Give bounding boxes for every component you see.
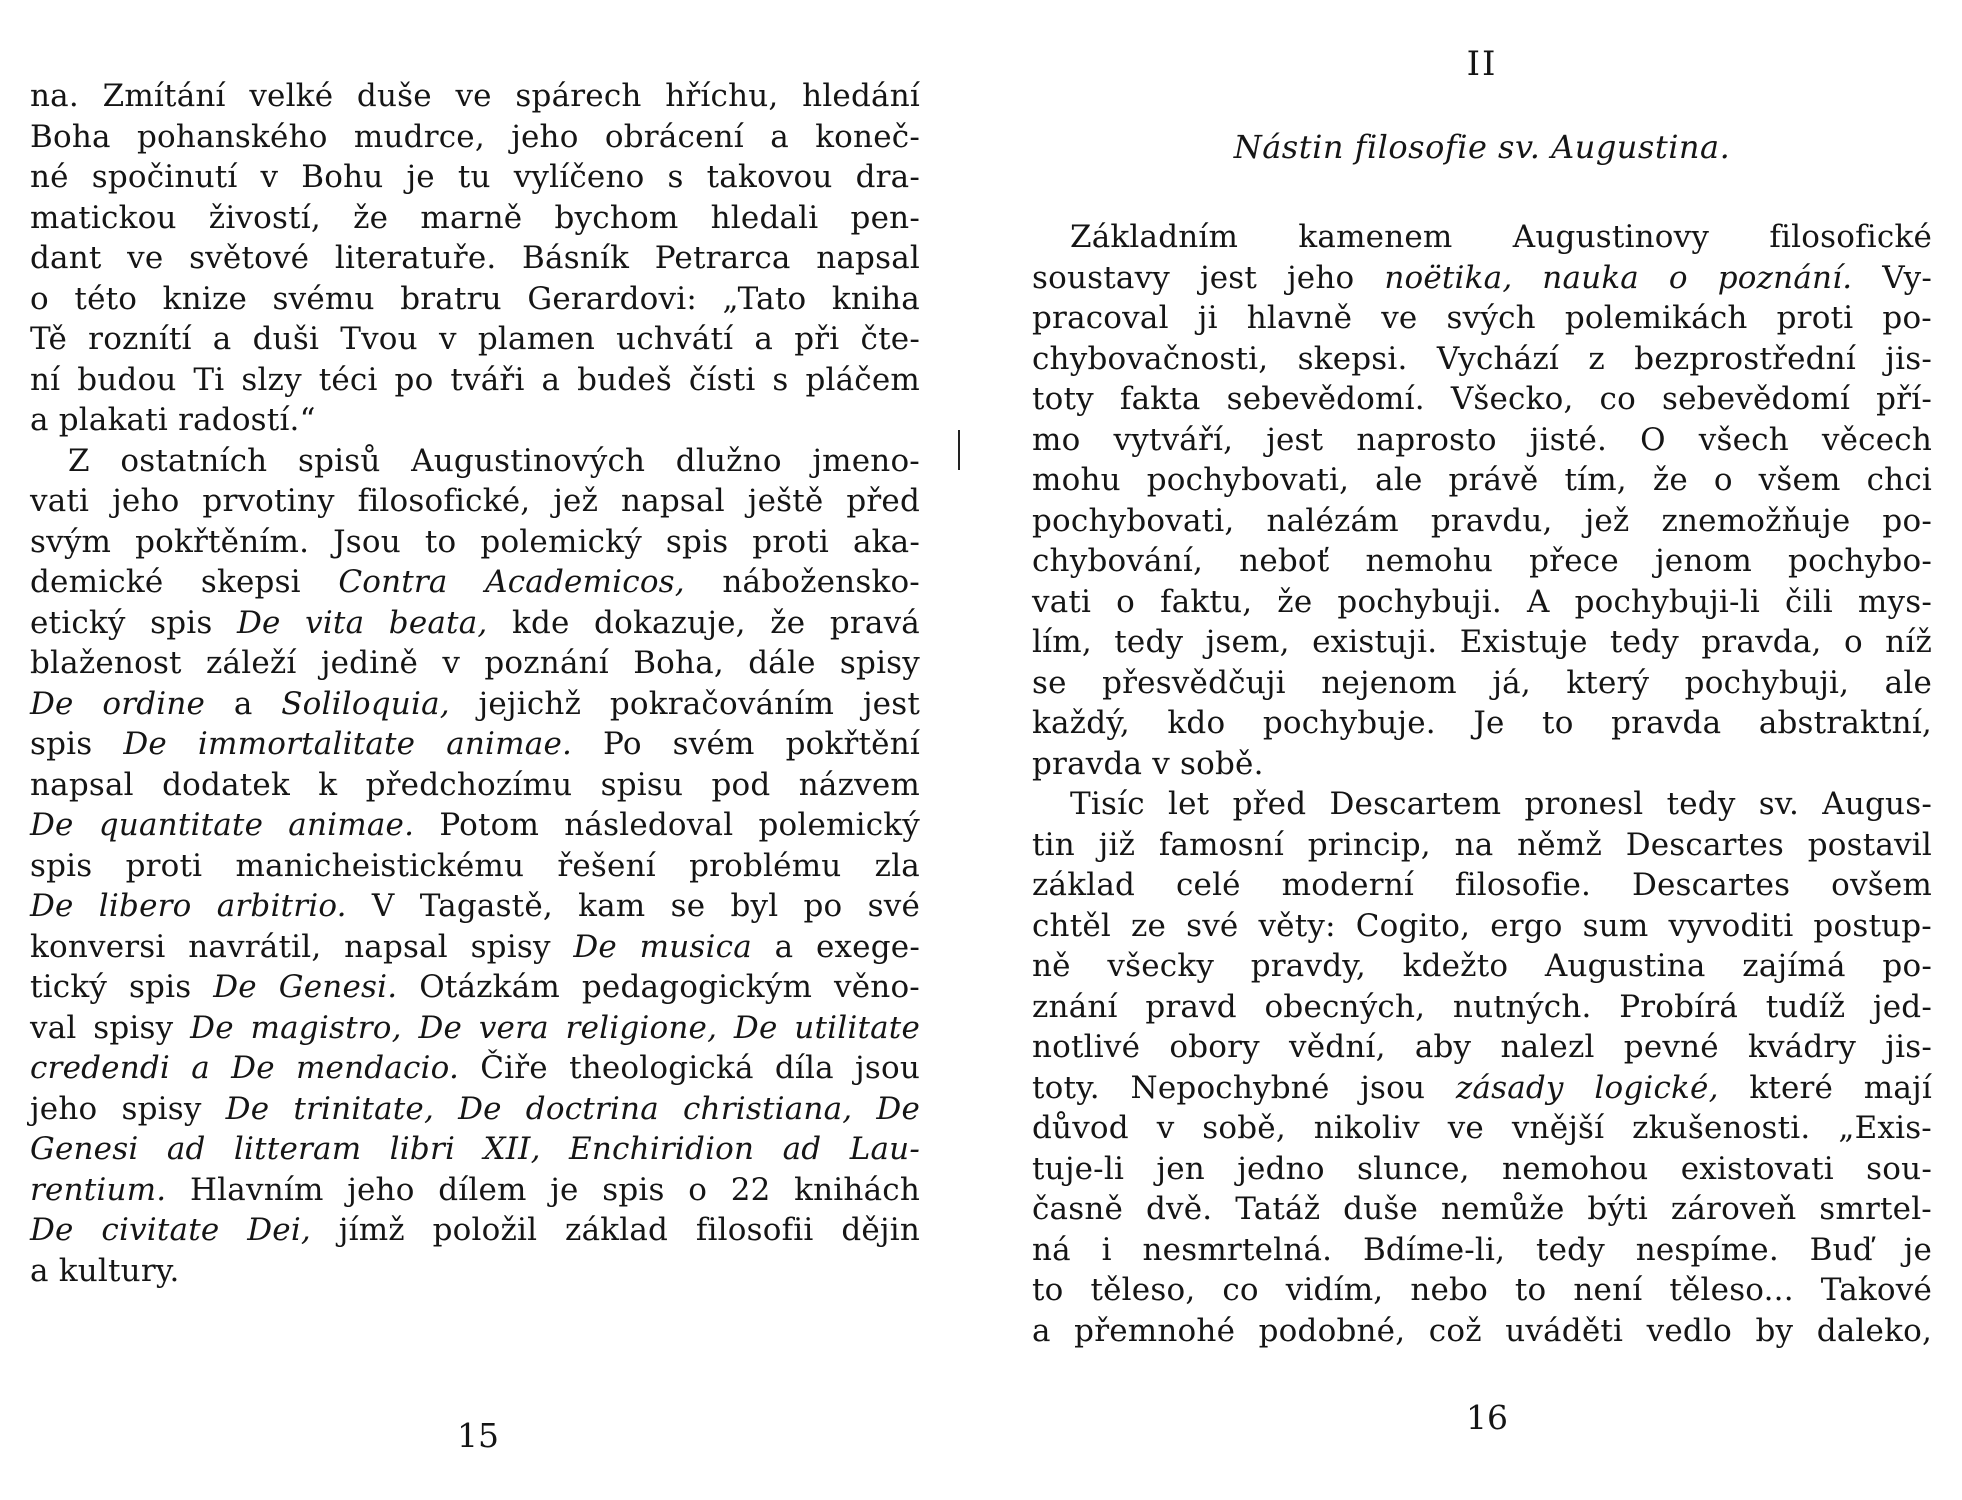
text-segment: toty. Nepochybné jsou	[1032, 1069, 1456, 1106]
text-segment: svým pokřtěním. Jsou to polemický spis proti aka-	[30, 523, 920, 560]
text-segment: jejichž pokračováním jest	[449, 685, 920, 722]
text-segment: spis proti manicheistickému řešení problému zla	[30, 847, 920, 884]
text-segment: né spočinutí v Bohu je tu vylíčeno s takovou dra-	[30, 159, 920, 195]
text-segment: soustavy jest jeho	[1032, 259, 1385, 296]
italic-title: zásady logické,	[1455, 1069, 1719, 1106]
text-line	[1032, 987, 1932, 1028]
italic-title: Contra Academicos,	[338, 564, 685, 600]
text-line	[30, 927, 920, 968]
text-line	[1032, 1108, 1932, 1149]
text-line	[30, 1129, 920, 1170]
text-line	[30, 1089, 920, 1130]
text-segment: mohu pochybovati, ale právě tím, že o všem chci	[1032, 462, 1932, 498]
text-segment: pochybovati, nalézám pravdu, jež znemožňuje po-	[1032, 502, 1932, 539]
text-segment: mo vytváří, jest naprosto jisté. O všech věcech	[1032, 421, 1932, 458]
text-line	[1032, 825, 1932, 866]
text-line	[30, 319, 920, 360]
text-line	[30, 279, 920, 320]
text-segment: ní budou Ti slzy téci po tváři a budeš čísti s pláčem	[30, 361, 920, 398]
italic-title: De trinitate, De doctrina christiana, De	[225, 1090, 920, 1127]
text-segment: Boha pohanského mudrce, jeho obrácení a koneč-	[30, 118, 920, 155]
text-line	[1032, 582, 1932, 623]
text-segment: na. Zmítání velké duše ve spárech hříchu, hledání	[30, 78, 920, 114]
text-segment: napsal dodatek k předchozímu spisu pod názvem	[30, 766, 920, 803]
text-segment: vati o faktu, že pochybuji. A pochybuji-li čili mys-	[1032, 583, 1932, 620]
text-line	[30, 886, 920, 927]
text-segment: jeho spisy	[30, 1090, 226, 1127]
text-segment: ně všecky pravdy, kdežto Augustina zajímá po-	[1032, 948, 1932, 984]
left-page-body	[30, 76, 920, 1291]
text-segment: Základním kamenem Augustinovy filosofické	[1070, 219, 1932, 255]
text-segment: chybovačnosti, skepsi. Vychází z bezprostřední jis-	[1032, 340, 1932, 377]
text-line	[1032, 1189, 1932, 1230]
text-line	[30, 603, 920, 644]
italic-title: credendi a De mendacio.	[30, 1050, 460, 1086]
text-segment: Čiře theologická díla jsou	[459, 1050, 920, 1086]
text-line	[1032, 744, 1932, 785]
italic-title: De immortalitate animae.	[123, 726, 573, 762]
text-segment: se přesvědčuji nejenom já, který pochybuji, ale	[1032, 664, 1932, 701]
text-segment: matickou živostí, že marně bychom hledali pen-	[30, 199, 920, 236]
text-line	[30, 117, 920, 158]
italic-title: De Genesi.	[213, 969, 398, 1005]
text-segment: nábožensko-	[684, 564, 920, 600]
text-line	[30, 441, 920, 482]
gutter-mark	[948, 430, 960, 470]
text-line	[30, 846, 920, 887]
text-segment: chybování, neboť nemohu přece jenom pochybo-	[1032, 543, 1932, 579]
text-line	[1032, 217, 1932, 258]
text-line	[30, 360, 920, 401]
italic-title: De vita beata,	[236, 604, 488, 641]
text-segment: Hlavním jeho dílem je spis o 22 knihách	[166, 1171, 920, 1208]
italic-title: De magistro, De vera religione, De utilitate	[190, 1009, 920, 1046]
text-segment: V Tagastě, kam se byl po své	[346, 888, 920, 924]
text-segment: Z ostatních spisů Augustinových dlužno jmeno-	[68, 442, 920, 479]
text-line	[30, 1048, 920, 1089]
text-line	[1032, 258, 1932, 299]
italic-title: Soliloquia,	[281, 685, 450, 722]
text-segment: pracoval ji hlavně ve svých polemikách proti po-	[1032, 300, 1932, 336]
text-segment: o této knize svému bratru Gerardovi: „Tato kniha	[30, 280, 920, 317]
text-line	[1032, 703, 1932, 744]
text-segment: jímž položil základ filosofii dějin	[311, 1212, 920, 1248]
text-line	[1032, 460, 1932, 501]
text-segment: tický spis	[30, 969, 214, 1005]
text-segment: každý, kdo pochybuje. Je to pravda abstraktní,	[1032, 705, 1932, 741]
text-line	[1032, 622, 1932, 663]
text-line	[30, 481, 920, 522]
text-line	[1032, 1230, 1932, 1271]
text-line	[30, 805, 920, 846]
italic-title: De ordine	[30, 685, 206, 722]
text-line	[1032, 541, 1932, 582]
text-segment: ná i nesmrtelná. Bdíme-li, tedy nespíme. Buď je	[1032, 1231, 1932, 1268]
text-segment: tin již famosní princip, na němž Descartes postavil	[1032, 826, 1932, 863]
text-segment: demické skepsi	[30, 564, 339, 600]
text-line	[30, 1210, 920, 1251]
left-page-number: 15	[457, 1416, 499, 1455]
text-line	[1032, 1311, 1932, 1352]
text-line	[1032, 298, 1932, 339]
text-segment: chtěl ze své věty: Cogito, ergo sum vyvoditi postup-	[1032, 907, 1932, 944]
right-page-number: 16	[1466, 1398, 1508, 1437]
text-line	[30, 1008, 920, 1049]
text-segment: blaženost záleží jedině v poznání Boha, dále spisy	[30, 645, 920, 681]
text-segment: notlivé obory vědní, aby nalezl pevné kvádry jis-	[1032, 1029, 1932, 1065]
text-segment: důvod v sobě, nikoliv ve vnější zkušenosti. „Exis-	[1032, 1110, 1932, 1146]
text-segment: pravda v sobě.	[1032, 745, 1264, 782]
text-segment: Tisíc let před Descartem pronesl tedy sv. Augus-	[1070, 786, 1932, 822]
text-line	[30, 724, 920, 765]
text-segment: a přemnohé podobné, což uváděti vedlo by daleko,	[1032, 1312, 1932, 1349]
text-segment: Otázkám pedagogickým věno-	[397, 969, 920, 1005]
text-segment: etický spis	[30, 604, 237, 641]
text-segment: tuje-li jen jedno slunce, nemohou existovati sou-	[1032, 1150, 1932, 1187]
text-segment: základ celé moderní filosofie. Descartes ovšem	[1032, 867, 1932, 903]
text-segment: toty fakta sebevědomí. Všecko, co sebevědomí pří-	[1032, 381, 1932, 417]
italic-title: rentium.	[30, 1171, 167, 1208]
text-line	[30, 562, 920, 603]
text-line	[30, 967, 920, 1008]
text-segment: kde dokazuje, že pravá	[487, 604, 920, 641]
text-line	[30, 400, 920, 441]
italic-title: De libero arbitrio.	[30, 888, 347, 924]
text-line	[1032, 379, 1932, 420]
right-page-body	[1032, 217, 1932, 1351]
text-line	[1032, 865, 1932, 906]
text-line	[30, 643, 920, 684]
chapter-number: II	[1466, 44, 1498, 84]
italic-title: De civitate Dei,	[30, 1212, 311, 1248]
text-segment: val spisy	[30, 1009, 191, 1046]
text-line	[30, 76, 920, 117]
text-line	[30, 157, 920, 198]
text-line	[30, 198, 920, 239]
text-segment: a plakati radostí.“	[30, 402, 316, 438]
text-segment: znání pravd obecných, nutných. Probírá tudíž jed-	[1032, 988, 1932, 1025]
text-line	[1032, 339, 1932, 380]
text-line	[1032, 1149, 1932, 1190]
text-line	[1032, 420, 1932, 461]
text-segment: a kultury.	[30, 1252, 180, 1289]
text-segment: Po svém pokřtění	[572, 726, 920, 762]
text-segment: spis	[30, 726, 124, 762]
text-line	[1032, 946, 1932, 987]
text-segment: vati jeho prvotiny filosofické, jež napsal ještě před	[30, 483, 920, 519]
chapter-title: Nástin filosofie sv. Augustina.	[1233, 128, 1731, 166]
text-line	[30, 238, 920, 279]
text-segment: a exege-	[751, 928, 920, 965]
text-line	[1032, 1027, 1932, 1068]
italic-title: De quantitate animae.	[30, 807, 415, 843]
text-segment: to těleso, co vidím, nebo to není těleso... Takové	[1032, 1272, 1932, 1308]
text-line	[1032, 784, 1932, 825]
text-segment: časně dvě. Tatáž duše nemůže býti zároveň smrtel-	[1032, 1191, 1932, 1227]
italic-title: noëtika, nauka o poznání.	[1384, 259, 1853, 296]
text-line	[30, 1251, 920, 1292]
text-line	[30, 522, 920, 563]
text-segment: a	[205, 685, 282, 722]
text-line	[1032, 1068, 1932, 1109]
text-segment: konversi navrátil, napsal spisy	[30, 928, 574, 965]
text-line	[30, 684, 920, 725]
text-segment: Vy-	[1852, 259, 1932, 296]
text-segment: dant ve světové literatuře. Básník Petrarca napsal	[30, 240, 920, 276]
italic-title: Genesi ad litteram libri XII, Enchiridion ad Lau-	[30, 1131, 920, 1167]
italic-title: De musica	[573, 928, 752, 965]
text-segment: Tě roznítí a duši Tvou v plamen uchvátí a při čte-	[30, 321, 920, 357]
text-segment: které mají	[1718, 1069, 1932, 1106]
text-line	[30, 765, 920, 806]
text-segment: Potom následoval polemický	[414, 807, 921, 843]
text-line	[1032, 501, 1932, 542]
text-line	[1032, 906, 1932, 947]
text-line	[1032, 1270, 1932, 1311]
text-segment: lím, tedy jsem, existuji. Existuje tedy pravda, o níž	[1032, 624, 1932, 660]
text-line	[30, 1170, 920, 1211]
text-line	[1032, 663, 1932, 704]
